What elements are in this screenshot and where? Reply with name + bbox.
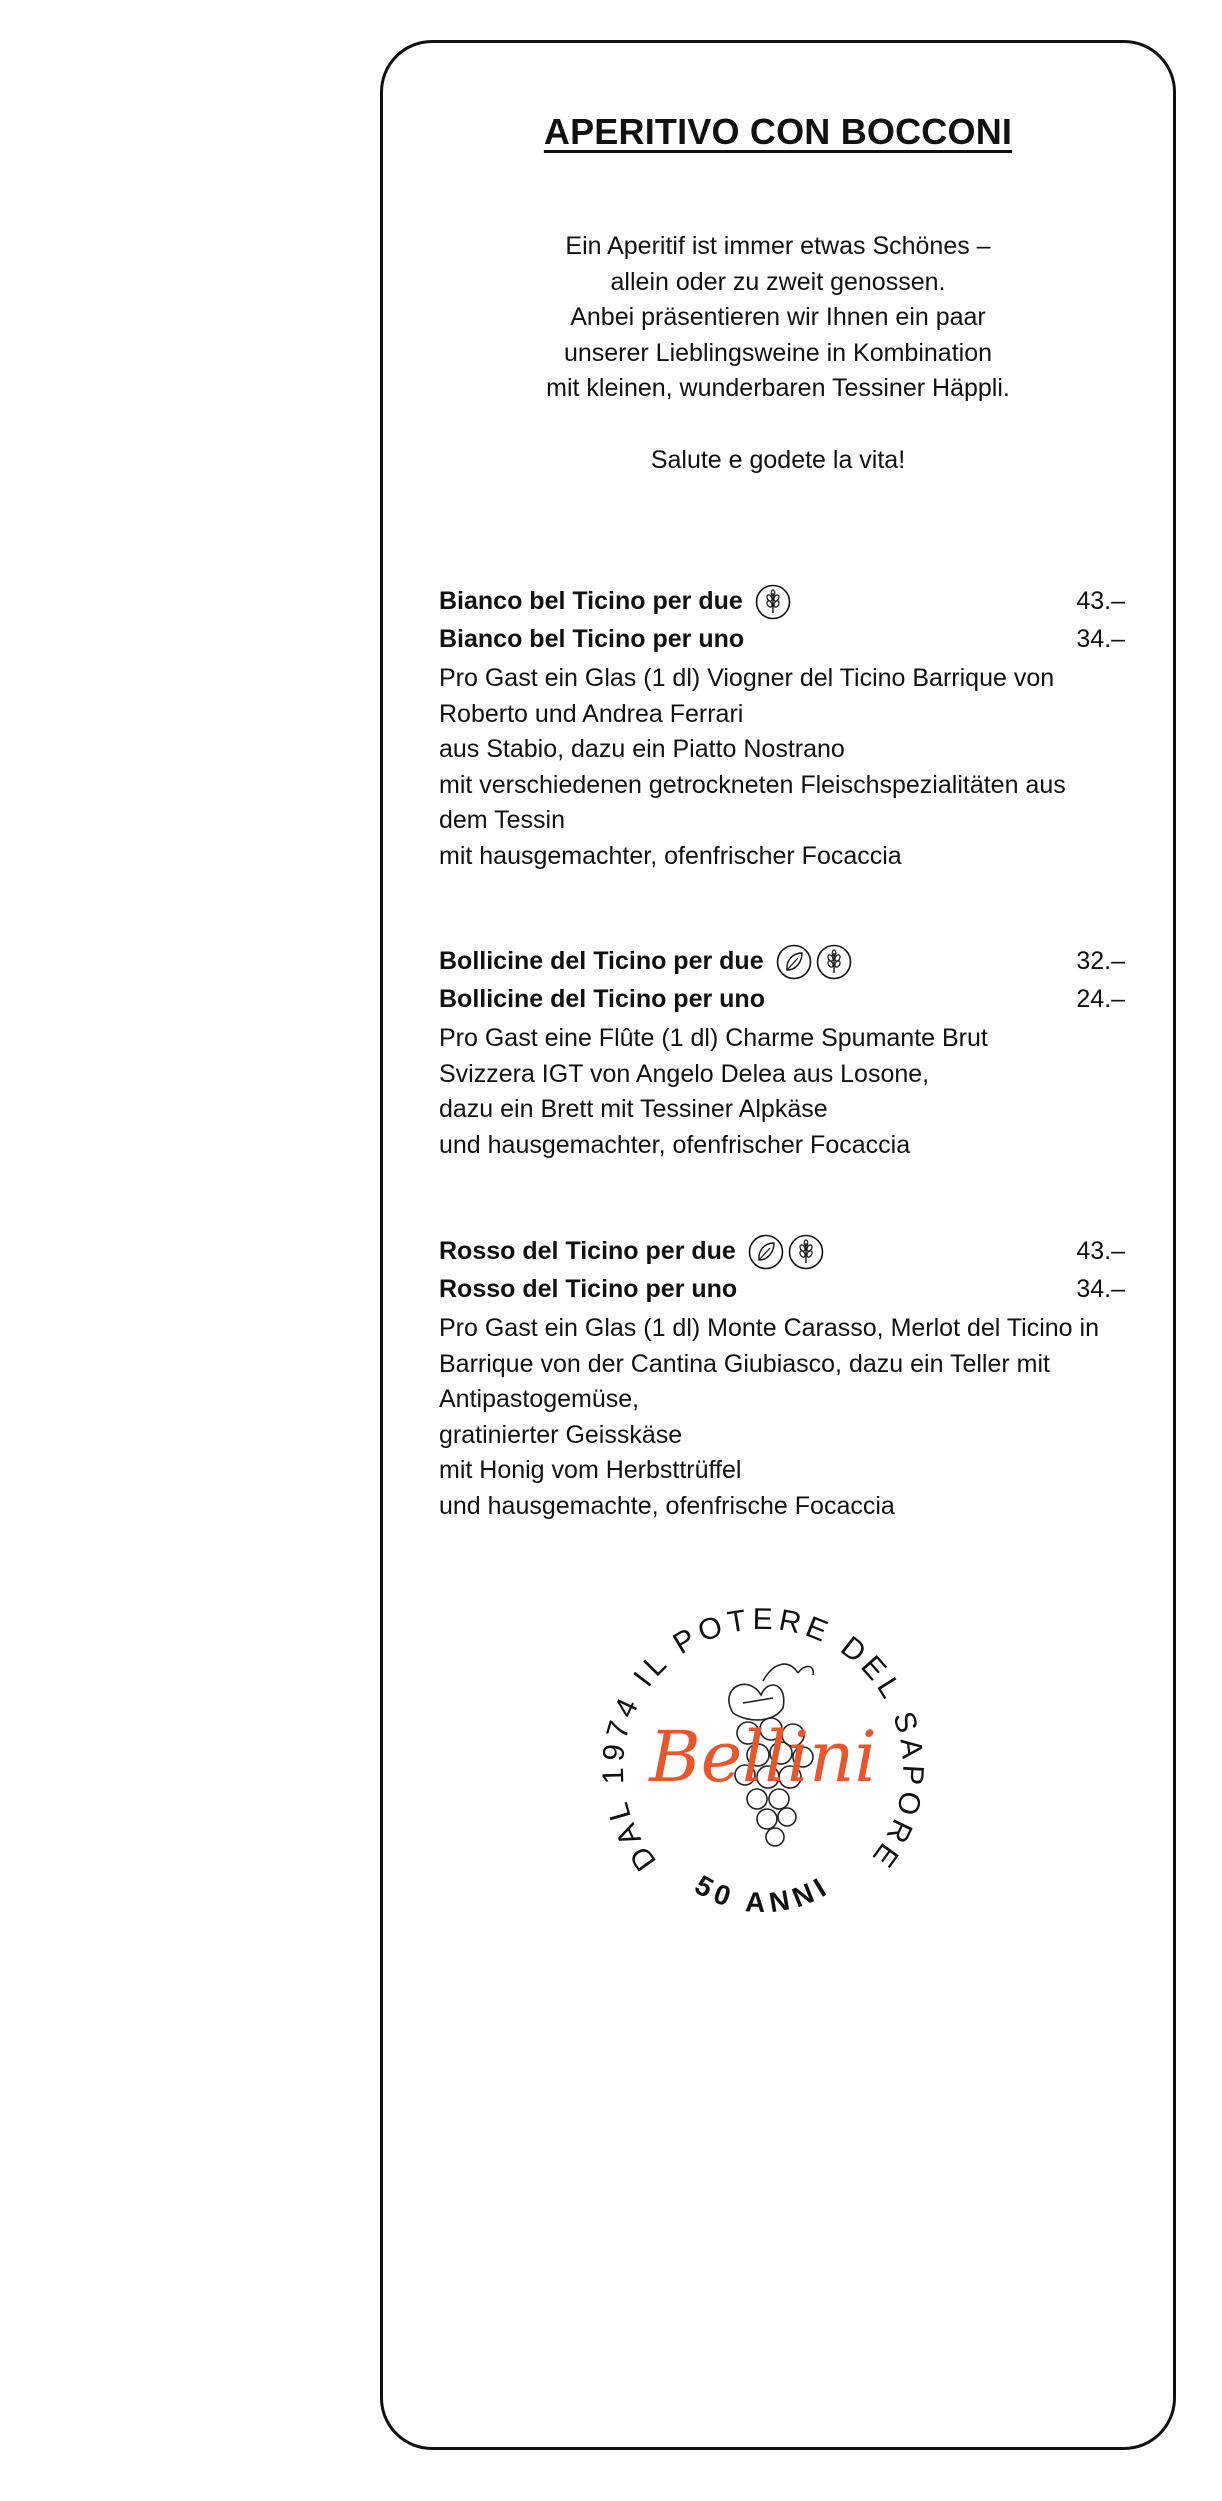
logo-anniversary-text: 50 ANNI [689, 1869, 837, 1919]
intro-line: allein oder zu zweit genossen. [610, 267, 946, 296]
description-line: aus Stabio, dazu ein Piatto Nostrano [439, 735, 845, 763]
description-line: Antipastogemüse, [439, 1385, 640, 1413]
description-line: Roberto und Andrea Ferrari [439, 699, 744, 728]
description-line: und hausgemachte, ofenfrische Focaccia [439, 1491, 895, 1520]
description-line: mit Honig vom Herbsttrüffel [439, 1456, 742, 1484]
item-row-due [439, 1233, 1125, 1271]
leaf-icon [776, 944, 812, 980]
salute-text: Salute e godete la vita! [650, 446, 906, 474]
item-description [439, 1311, 1125, 1524]
item-description [439, 1021, 1125, 1163]
intro-line: unserer Lieblingsweine in Kombination [563, 338, 993, 367]
item-name: Bianco bel Ticino per due [439, 587, 743, 616]
menu-card [380, 40, 1176, 2450]
description-line: und hausgemachter, ofenfrischer Focaccia [439, 1130, 911, 1159]
menu-item-bianco [439, 583, 1125, 874]
bellini-logo [583, 1603, 943, 1963]
item-name: Rosso del Ticino per due [439, 1237, 736, 1266]
wheat-icon [788, 1234, 824, 1270]
intro-line: Anbei präsentieren wir Ihnen ein paar [570, 303, 986, 331]
intro-line: Ein Aperitif ist immer etwas Schönes – [565, 232, 991, 260]
description-line: mit hausgemachter, ofenfrischer Focaccia [439, 841, 902, 870]
item-price: 34.– [1076, 625, 1125, 654]
item-price: 43.– [1076, 587, 1125, 616]
item-price: 24.– [1076, 985, 1125, 1014]
item-price: 34.– [1076, 1275, 1125, 1304]
item-price: 32.– [1076, 947, 1125, 976]
menu-item-rosso [439, 1233, 1125, 1524]
description-line: Pro Gast ein Glas (1 dl) Monte Carasso, Merlot del Ticino in [439, 1314, 1099, 1342]
item-row-uno [439, 1271, 1125, 1309]
intro-text [383, 229, 1173, 407]
item-row-uno [439, 981, 1125, 1019]
logo-brand-text: Bellini [649, 1716, 877, 1798]
item-description [439, 661, 1125, 874]
item-row-due [439, 943, 1125, 981]
wheat-icon [755, 584, 791, 620]
item-name: Bollicine del Ticino per due [439, 947, 764, 976]
intro-line: mit kleinen, wunderbaren Tessiner Häppli. [546, 374, 1010, 402]
wheat-icon [816, 944, 852, 980]
item-row-due [439, 583, 1125, 621]
item-name: Bianco bel Ticino per uno [439, 625, 745, 654]
description-line: Pro Gast ein Glas (1 dl) Viogner del Ticino Barrique von [439, 664, 1055, 692]
description-line: Pro Gast eine Flûte (1 dl) Charme Spumante Brut [439, 1024, 988, 1052]
leaf-icon [748, 1234, 784, 1270]
description-line: dem Tessin [439, 806, 565, 834]
description-line: mit verschiedenen getrockneten Fleischspezialitäten aus [439, 770, 1066, 799]
description-line: gratinierter Geisskäse [439, 1420, 683, 1449]
menu-item-bollicine [439, 943, 1125, 1163]
description-line: Svizzera IGT von Angelo Delea aus Losone, [439, 1059, 930, 1088]
item-name: Rosso del Ticino per uno [439, 1275, 738, 1304]
logo-arc-text: DAL 1974 IL POTERE DEL SAPORE [596, 1603, 930, 1877]
item-name: Bollicine del Ticino per uno [439, 985, 765, 1014]
menu-title: APERITIVO CON BOCCONI [543, 111, 1013, 152]
item-price: 43.– [1076, 1237, 1125, 1266]
item-row-uno [439, 621, 1125, 659]
description-line: Barrique von der Cantina Giubiasco, dazu ein Teller mit [439, 1349, 1050, 1378]
description-line: dazu ein Brett mit Tessiner Alpkäse [439, 1095, 828, 1123]
